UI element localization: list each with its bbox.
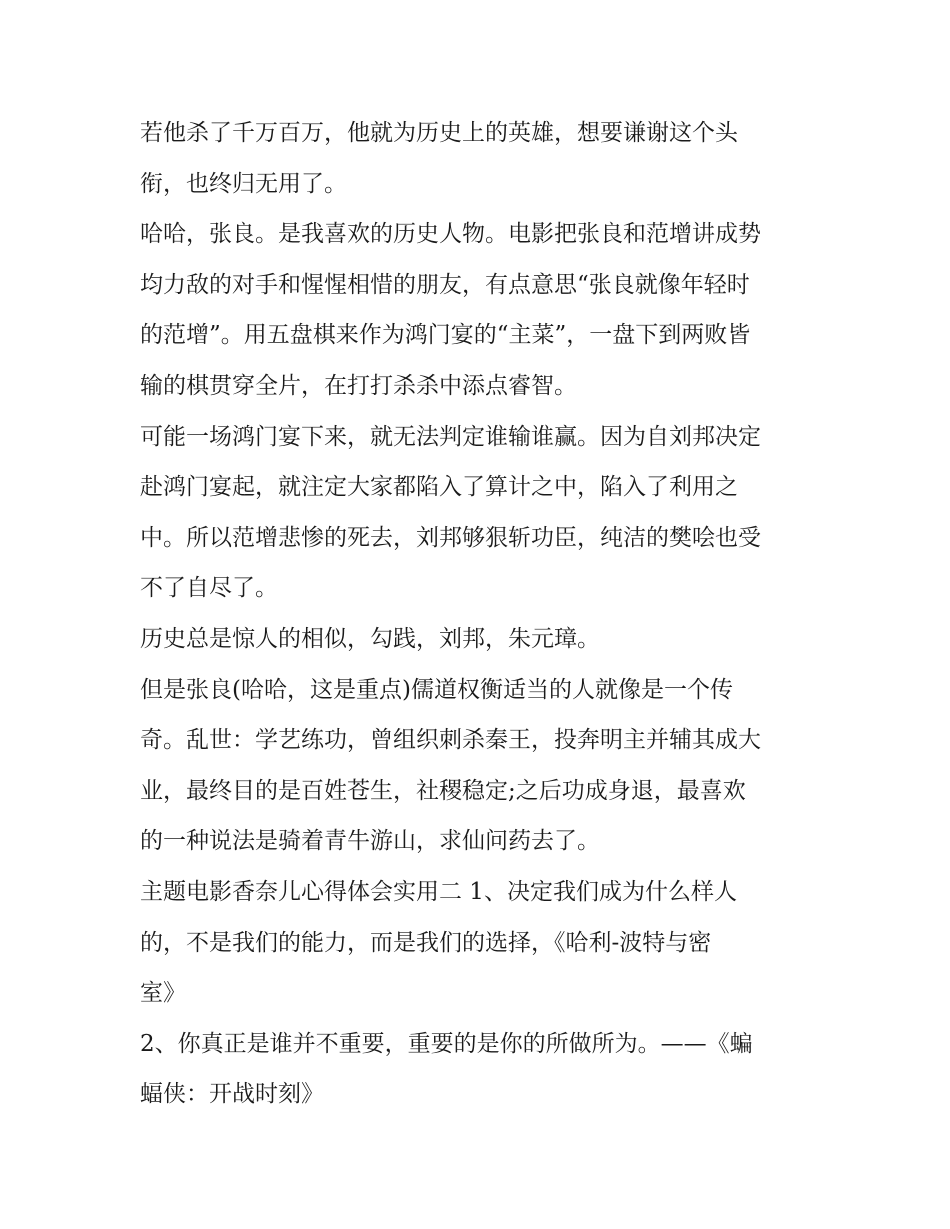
document-body xyxy=(140,108,820,1120)
text-line: 历史总是惊人的相似，勾践，刘邦，朱元璋。 xyxy=(140,625,600,652)
text-line: 奇。乱世：学艺练功，曾组织刺杀秦王，投奔明主并辅其成大 xyxy=(140,727,761,754)
paragraph-2 xyxy=(140,209,820,411)
paragraph-7 xyxy=(140,1019,820,1120)
text-line: 衔，也终归无用了。 xyxy=(140,170,347,197)
text-line: 主题电影香奈儿心得体会实用二 1、决定我们成为什么样人 xyxy=(140,878,737,905)
text-line: 业，最终目的是百姓苍生，社稷稳定;之后功成身退，最喜欢 xyxy=(140,777,746,804)
text-line: 若他杀了千万百万，他就为历史上的英雄，想要谦谢这个头 xyxy=(140,120,738,146)
text-line: 中。所以范增悲惨的死去，刘邦够狠斩功臣，纯洁的樊哙也受 xyxy=(140,524,761,551)
text-line: 的，不是我们的能力，而是我们的选择，《哈利-波特与密 xyxy=(140,929,712,956)
paragraph-1 xyxy=(140,108,820,209)
text-line: 蝠侠：开战时刻》 xyxy=(140,1081,324,1108)
text-line: 室》 xyxy=(140,980,186,1007)
text-line: 可能一场鸿门宴下来，就无法判定谁输谁赢。因为自刘邦决定 xyxy=(140,423,761,450)
text-line: 2、你真正是谁并不重要，重要的是你的所做所为。——《蝙 xyxy=(140,1030,753,1057)
paragraph-6 xyxy=(140,867,820,1019)
paragraph-5 xyxy=(140,665,820,867)
text-line: 的范增”。用五盘棋来作为鸿门宴的“主菜”，一盘下到两败皆 xyxy=(140,322,751,349)
text-line: 赴鸿门宴起，就注定大家都陷入了算计之中，陷入了利用之 xyxy=(140,474,738,501)
paragraph-4 xyxy=(140,614,820,665)
text-line: 但是张良(哈哈，这是重点)儒道权衡适当的人就像是一个传 xyxy=(140,676,733,703)
paragraph-3 xyxy=(140,412,820,614)
text-line: 均力敌的对手和惺惺相惜的朋友，有点意思“张良就像年轻时 xyxy=(140,271,750,298)
text-line: 不了自尽了。 xyxy=(140,575,278,602)
text-line: 哈哈，张良。是我喜欢的历史人物。电影把张良和范增讲成势 xyxy=(140,221,761,248)
text-line: 的一种说法是骑着青牛游山，求仙问药去了。 xyxy=(140,828,600,855)
text-line: 输的棋贯穿全片，在打打杀杀中添点睿智。 xyxy=(140,372,577,399)
